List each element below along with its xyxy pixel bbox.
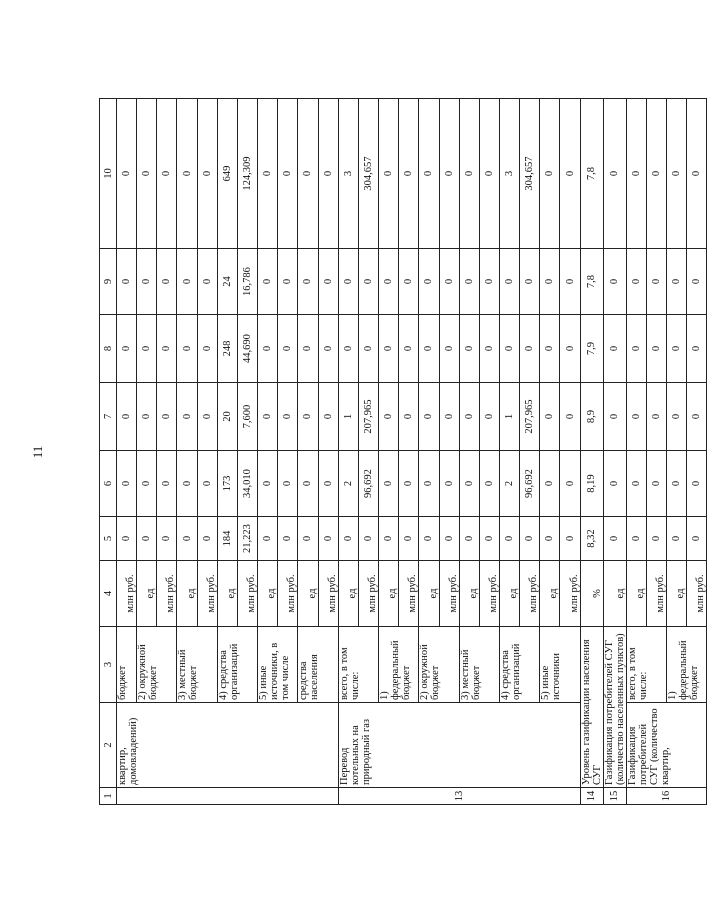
column-number-1: 1 (100, 788, 117, 805)
value-cell: 1 (499, 383, 519, 451)
rotated-table-container (99, 99, 707, 805)
value-cell: 0 (479, 99, 499, 249)
value-cell: 0 (439, 249, 459, 315)
table-row (603, 99, 626, 805)
value-cell: 0 (177, 99, 197, 249)
value-cell: 0 (298, 315, 318, 383)
funding-source-label: бюджет (117, 627, 137, 703)
value-cell: 96,692 (520, 451, 540, 517)
table-row (217, 99, 237, 805)
value-cell: 0 (318, 249, 338, 315)
unit-cell: млн руб. (157, 561, 177, 627)
section-name: Перевод котельных на природный газ (338, 703, 580, 788)
funding-source-label: 3) местный бюджет (177, 627, 217, 703)
value-cell: 0 (298, 99, 318, 249)
value-cell: 0 (177, 249, 197, 315)
value-cell: 0 (117, 517, 137, 561)
section-name: Уровень газификации населения СУГ (580, 627, 603, 788)
column-number-6: 6 (100, 451, 117, 517)
value-cell: 0 (560, 451, 580, 517)
value-cell: 207,965 (358, 383, 378, 451)
value-cell: 0 (278, 517, 298, 561)
value-cell: 0 (399, 383, 419, 451)
value-cell: 0 (666, 451, 686, 517)
value-cell: 0 (278, 451, 298, 517)
funding-source-label: 4) средства организаций (499, 627, 539, 703)
funding-source-label: 3) местный бюджет (459, 627, 499, 703)
value-cell: 0 (603, 383, 626, 451)
unit-cell: ед (626, 561, 646, 627)
section-name: квартир, домовладений) (117, 703, 339, 788)
funding-source-label: 1) федеральный бюджет (379, 627, 419, 703)
value-cell: 649 (217, 99, 237, 249)
value-cell: 0 (479, 249, 499, 315)
value-cell: 0 (318, 383, 338, 451)
value-cell: 0 (419, 517, 439, 561)
column-number-5: 5 (100, 517, 117, 561)
value-cell: 0 (459, 451, 479, 517)
value-cell: 0 (117, 315, 137, 383)
value-cell: 0 (399, 99, 419, 249)
value-cell: 0 (197, 383, 217, 451)
value-cell: 0 (540, 315, 560, 383)
value-cell: 304,657 (358, 99, 378, 249)
funding-source-label: 2) окружной бюджет (419, 627, 459, 703)
table-row (177, 99, 197, 805)
section-number: 15 (603, 788, 626, 805)
value-cell: 0 (419, 249, 439, 315)
value-cell: 0 (117, 99, 137, 249)
unit-cell: млн руб. (358, 561, 378, 627)
unit-cell: ед (540, 561, 560, 627)
value-cell: 0 (646, 99, 666, 249)
funding-source-label: 5) иные источники, в том числе (258, 627, 298, 703)
value-cell: 0 (318, 99, 338, 249)
unit-cell: млн руб. (560, 561, 580, 627)
funding-source-label: средства населения (298, 627, 338, 703)
value-cell: 0 (197, 315, 217, 383)
value-cell: 0 (177, 383, 197, 451)
value-cell: 0 (298, 249, 318, 315)
value-cell: 0 (318, 517, 338, 561)
value-cell: 7,8 (580, 99, 603, 249)
value-cell: 0 (459, 99, 479, 249)
column-number-8: 8 (100, 315, 117, 383)
unit-cell: ед (137, 561, 157, 627)
value-cell: 0 (479, 451, 499, 517)
unit-cell: ед (298, 561, 318, 627)
value-cell: 0 (379, 383, 399, 451)
value-cell: 0 (540, 451, 560, 517)
value-cell: 0 (439, 451, 459, 517)
value-cell: 8,9 (580, 383, 603, 451)
value-cell: 0 (646, 451, 666, 517)
value-cell: 44,690 (237, 315, 257, 383)
value-cell: 0 (358, 249, 378, 315)
value-cell: 0 (499, 249, 519, 315)
value-cell: 3 (338, 99, 358, 249)
value-cell: 96,692 (358, 451, 378, 517)
value-cell: 0 (560, 383, 580, 451)
value-cell: 0 (687, 99, 707, 249)
value-cell: 0 (379, 249, 399, 315)
value-cell: 184 (217, 517, 237, 561)
value-cell: 0 (419, 315, 439, 383)
section-number: 16 (626, 788, 707, 805)
value-cell: 24 (217, 249, 237, 315)
unit-cell: ед (499, 561, 519, 627)
unit-cell: ед (258, 561, 278, 627)
table-row (117, 99, 137, 805)
value-cell: 0 (687, 383, 707, 451)
table-row (419, 99, 439, 805)
value-cell: 0 (479, 315, 499, 383)
column-number-10: 10 (100, 99, 117, 249)
value-cell: 0 (177, 451, 197, 517)
value-cell: 0 (137, 517, 157, 561)
value-cell: 0 (626, 99, 646, 249)
value-cell: 0 (318, 315, 338, 383)
unit-cell: млн руб. (520, 561, 540, 627)
value-cell: 0 (197, 99, 217, 249)
value-cell: 0 (603, 315, 626, 383)
value-cell: 0 (157, 315, 177, 383)
value-cell: 0 (137, 451, 157, 517)
value-cell: 0 (117, 383, 137, 451)
value-cell: 0 (687, 517, 707, 561)
value-cell: 0 (358, 517, 378, 561)
value-cell: 0 (258, 249, 278, 315)
value-cell: 0 (687, 451, 707, 517)
value-cell: 0 (338, 249, 358, 315)
value-cell: 0 (379, 99, 399, 249)
value-cell: 8,32 (580, 517, 603, 561)
value-cell: 0 (379, 517, 399, 561)
table-body (100, 99, 707, 805)
value-cell: 0 (603, 517, 626, 561)
value-cell: 0 (666, 249, 686, 315)
value-cell: 304,657 (520, 99, 540, 249)
funding-source-label: 5) иные источники (540, 627, 580, 703)
value-cell: 0 (278, 99, 298, 249)
value-cell: 0 (419, 383, 439, 451)
unit-cell: млн руб. (687, 561, 707, 627)
column-number-4: 4 (100, 561, 117, 627)
funding-source-label: всего, в том числе: (338, 627, 378, 703)
value-cell: 0 (278, 383, 298, 451)
value-cell: 207,965 (520, 383, 540, 451)
column-number-3: 3 (100, 627, 117, 703)
column-number-2: 2 (100, 703, 117, 788)
unit-cell: ед (459, 561, 479, 627)
value-cell: 0 (687, 249, 707, 315)
value-cell: 0 (258, 451, 278, 517)
table-row (540, 99, 560, 805)
value-cell: 0 (439, 315, 459, 383)
value-cell: 7,8 (580, 249, 603, 315)
value-cell: 0 (520, 517, 540, 561)
unit-cell: ед (603, 561, 626, 627)
value-cell: 0 (278, 315, 298, 383)
value-cell: 0 (540, 249, 560, 315)
section-number (117, 788, 339, 805)
unit-cell: млн руб. (237, 561, 257, 627)
funding-source-label: всего, в том числе: (626, 627, 666, 703)
value-cell: 0 (177, 517, 197, 561)
value-cell: 0 (603, 99, 626, 249)
value-cell: 0 (459, 383, 479, 451)
value-cell: 0 (137, 99, 157, 249)
value-cell: 0 (666, 99, 686, 249)
value-cell: 0 (603, 249, 626, 315)
value-cell: 0 (666, 315, 686, 383)
table-row (459, 99, 479, 805)
value-cell: 0 (157, 99, 177, 249)
unit-cell: ед (217, 561, 237, 627)
value-cell: 0 (379, 315, 399, 383)
table-row (338, 99, 358, 805)
value-cell: 0 (157, 451, 177, 517)
value-cell: 0 (117, 249, 137, 315)
value-cell: 0 (646, 517, 666, 561)
value-cell: 0 (399, 249, 419, 315)
value-cell: 0 (603, 451, 626, 517)
unit-cell: % (580, 561, 603, 627)
unit-cell: ед (338, 561, 358, 627)
gasification-table (99, 98, 707, 805)
value-cell: 0 (258, 315, 278, 383)
table-row (626, 99, 646, 805)
value-cell: 0 (520, 315, 540, 383)
value-cell: 0 (298, 451, 318, 517)
value-cell: 0 (197, 517, 217, 561)
value-cell: 0 (646, 315, 666, 383)
value-cell: 0 (479, 517, 499, 561)
value-cell: 3 (499, 99, 519, 249)
value-cell: 0 (540, 517, 560, 561)
value-cell: 0 (177, 315, 197, 383)
table-row (580, 99, 603, 805)
value-cell: 0 (646, 383, 666, 451)
unit-cell: ед (379, 561, 399, 627)
value-cell: 0 (499, 517, 519, 561)
value-cell: 0 (540, 99, 560, 249)
value-cell: 0 (298, 517, 318, 561)
funding-source-label: 2) окружной бюджет (137, 627, 177, 703)
value-cell: 0 (459, 517, 479, 561)
value-cell: 0 (157, 249, 177, 315)
value-cell: 0 (117, 451, 137, 517)
value-cell: 0 (439, 517, 459, 561)
value-cell: 0 (459, 315, 479, 383)
value-cell: 8,19 (580, 451, 603, 517)
section-number: 13 (338, 788, 580, 805)
value-cell: 0 (399, 315, 419, 383)
unit-cell: млн руб. (278, 561, 298, 627)
value-cell: 0 (499, 315, 519, 383)
value-cell: 1 (338, 383, 358, 451)
value-cell: 124,309 (237, 99, 257, 249)
value-cell: 0 (399, 517, 419, 561)
value-cell: 0 (560, 249, 580, 315)
value-cell: 2 (338, 451, 358, 517)
unit-cell: млн руб. (399, 561, 419, 627)
value-cell: 0 (379, 451, 399, 517)
value-cell: 0 (318, 451, 338, 517)
value-cell: 0 (157, 517, 177, 561)
value-cell: 0 (358, 315, 378, 383)
unit-cell: млн руб. (117, 561, 137, 627)
value-cell: 7,9 (580, 315, 603, 383)
value-cell: 0 (560, 99, 580, 249)
table-row (137, 99, 157, 805)
value-cell: 0 (666, 383, 686, 451)
section-number: 14 (580, 788, 603, 805)
value-cell: 0 (626, 451, 646, 517)
value-cell: 0 (560, 315, 580, 383)
value-cell: 248 (217, 315, 237, 383)
value-cell: 0 (338, 517, 358, 561)
value-cell: 0 (520, 249, 540, 315)
value-cell: 0 (278, 249, 298, 315)
unit-cell: млн руб. (197, 561, 217, 627)
value-cell: 0 (626, 517, 646, 561)
table-row (258, 99, 278, 805)
value-cell: 0 (137, 315, 157, 383)
unit-cell: млн руб. (318, 561, 338, 627)
value-cell: 0 (338, 315, 358, 383)
value-cell: 0 (687, 315, 707, 383)
value-cell: 0 (197, 451, 217, 517)
value-cell: 0 (258, 383, 278, 451)
value-cell: 0 (137, 249, 157, 315)
value-cell: 0 (137, 383, 157, 451)
value-cell: 0 (666, 517, 686, 561)
value-cell: 0 (540, 383, 560, 451)
table-row (298, 99, 318, 805)
value-cell: 0 (399, 451, 419, 517)
section-name: Газификация потребителей СУГ (количество населенных пунктов) (603, 627, 626, 788)
unit-cell: ед (177, 561, 197, 627)
unit-cell: млн руб. (479, 561, 499, 627)
value-cell: 0 (258, 99, 278, 249)
column-number-9: 9 (100, 249, 117, 315)
value-cell: 0 (157, 383, 177, 451)
value-cell: 16,786 (237, 249, 257, 315)
value-cell: 0 (560, 517, 580, 561)
value-cell: 7,600 (237, 383, 257, 451)
value-cell: 0 (459, 249, 479, 315)
table-row (379, 99, 399, 805)
unit-cell: млн руб. (439, 561, 459, 627)
unit-cell: млн руб. (646, 561, 666, 627)
column-number-7: 7 (100, 383, 117, 451)
page-number: 11 (30, 445, 45, 459)
value-cell: 0 (419, 99, 439, 249)
value-cell: 0 (646, 249, 666, 315)
value-cell: 0 (298, 383, 318, 451)
value-cell: 0 (439, 99, 459, 249)
value-cell: 2 (499, 451, 519, 517)
unit-cell: ед (666, 561, 686, 627)
table-row (499, 99, 519, 805)
value-cell: 173 (217, 451, 237, 517)
value-cell: 0 (626, 383, 646, 451)
value-cell: 21,223 (237, 517, 257, 561)
value-cell: 0 (626, 249, 646, 315)
value-cell: 0 (197, 249, 217, 315)
value-cell: 34,010 (237, 451, 257, 517)
value-cell: 0 (258, 517, 278, 561)
value-cell: 0 (479, 383, 499, 451)
table-row (100, 99, 117, 805)
unit-cell: ед (419, 561, 439, 627)
value-cell: 0 (626, 315, 646, 383)
funding-source-label: 4) средства организаций (217, 627, 257, 703)
value-cell: 0 (439, 383, 459, 451)
funding-source-label: 1) федеральный бюджет (666, 627, 706, 703)
value-cell: 0 (419, 451, 439, 517)
table-row (666, 99, 686, 805)
value-cell: 20 (217, 383, 237, 451)
section-name: Газификация потребителей СУГ (количество квартир, (626, 703, 707, 788)
